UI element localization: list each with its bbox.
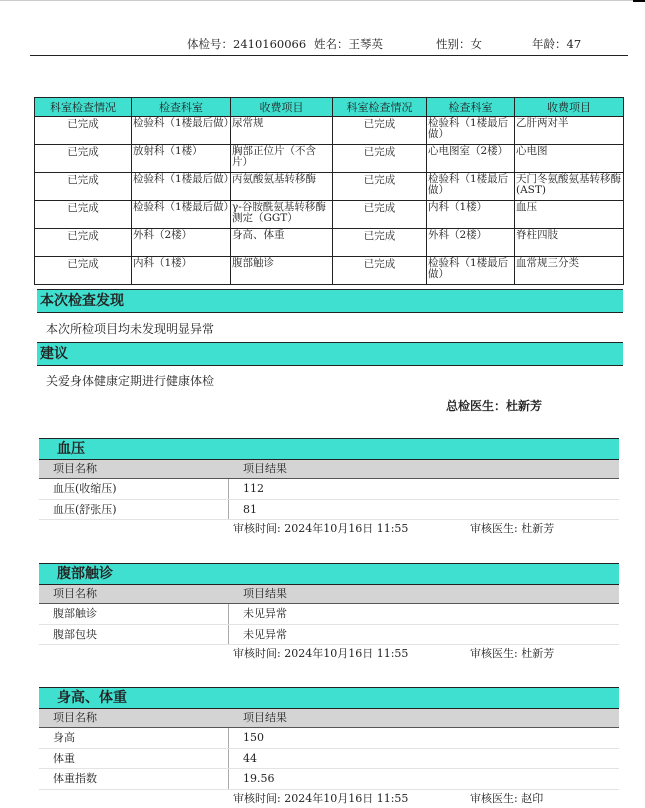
item-name: 血压(收缩压): [53, 482, 117, 495]
chief-doctor-label: 总检医生：: [446, 399, 507, 413]
table-row: [35, 201, 624, 229]
top-corner-mark: [633, 0, 645, 2]
dept-name-cell: 检验科（1楼最后做）: [427, 117, 515, 145]
dept-col-department: 检查科室: [427, 98, 515, 117]
dept-status-cell: 已完成: [35, 201, 132, 229]
item-result: 150: [243, 731, 264, 744]
item-name: 身高: [53, 731, 75, 744]
table-row: [39, 769, 619, 790]
item-result: 未见异常: [243, 607, 287, 620]
section-column-header: [39, 708, 619, 728]
section-title: 身高、体重: [39, 687, 619, 708]
dept-col-item: 收费项目: [515, 98, 624, 117]
dept-name-cell: 内科（1楼）: [132, 257, 231, 285]
audit-time-label: 审核时间:: [233, 647, 281, 660]
dept-item-cell: 胸部正位片（不含片）: [231, 145, 333, 173]
patient-age-label: 年龄：: [532, 37, 567, 51]
table-row: [35, 117, 624, 145]
audit-info: [39, 520, 619, 538]
dept-name-cell: 心电图室（2楼）: [427, 145, 515, 173]
table-row: [39, 728, 619, 749]
patient-gender: [436, 36, 482, 52]
audit-doctor-label: 审核医生:: [470, 791, 518, 805]
col-item-result: 项目结果: [243, 462, 287, 475]
dept-status-cell: 已完成: [35, 173, 132, 201]
dept-item-cell: 血压: [515, 201, 624, 229]
exam-number: [187, 36, 306, 52]
audit-doctor-value: 杜新芳: [521, 522, 555, 535]
col-item-name: 项目名称: [53, 462, 97, 475]
dept-item-cell: 丙氨酸氨基转移酶: [231, 173, 333, 201]
department-status-table: [34, 97, 624, 285]
table-row: [39, 604, 619, 625]
top-border: [0, 0, 645, 1]
dept-item-cell: 脊柱四肢: [515, 229, 624, 257]
item-name: 体重: [53, 751, 75, 765]
dept-name-cell: 检验科（1楼最后做）: [132, 201, 231, 229]
section-rows: [39, 604, 619, 645]
patient-gender-value: 女: [470, 37, 482, 51]
findings-text: 本次所检项目均未发现明显异常: [46, 322, 215, 336]
section-column-header: [39, 584, 619, 604]
dept-status-cell: 已完成: [35, 117, 132, 145]
item-name: 腹部包块: [53, 627, 97, 641]
dept-item-cell: 腹部触诊: [231, 257, 333, 285]
audit-doctor: [470, 645, 554, 663]
header-divider: [30, 55, 628, 56]
audit-time-value: 2024年10月16日 11:55: [284, 522, 409, 535]
patient-header: [0, 36, 645, 54]
chief-doctor: [446, 397, 542, 414]
dept-status-cell: 已完成: [333, 229, 427, 257]
patient-gender-label: 性别：: [436, 37, 471, 51]
audit-time-label: 审核时间:: [233, 791, 281, 805]
audit-doctor: [470, 790, 543, 808]
audit-doctor-value: 杜新芳: [521, 647, 555, 660]
dept-name-cell: 检验科（1楼最后做）: [427, 173, 515, 201]
patient-name-label: 姓名：: [314, 37, 349, 51]
table-row: [35, 229, 624, 257]
item-name: 体重指数: [53, 772, 97, 785]
audit-time-label: 审核时间:: [233, 522, 281, 535]
item-result: 81: [243, 502, 257, 516]
dept-item-cell: 心电图: [515, 145, 624, 173]
dept-status-cell: 已完成: [333, 173, 427, 201]
dept-status-cell: 已完成: [333, 145, 427, 173]
dept-item-cell: 乙肝两对半: [515, 117, 624, 145]
col-item-name: 项目名称: [53, 711, 97, 724]
dept-name-cell: 检验科（1楼最后做）: [132, 117, 231, 145]
dept-name-cell: 内科（1楼）: [427, 201, 515, 229]
item-name: 血压(舒张压): [53, 502, 117, 516]
table-row: [39, 625, 619, 646]
audit-doctor-label: 审核医生:: [470, 522, 518, 535]
audit-info: [39, 645, 619, 663]
dept-col-department: 检查科室: [132, 98, 231, 117]
table-row: [35, 145, 624, 173]
section-height-weight: [39, 687, 619, 808]
dept-name-cell: 外科（2楼）: [132, 229, 231, 257]
audit-doctor-label: 审核医生:: [470, 647, 518, 660]
col-item-result: 项目结果: [243, 587, 287, 600]
audit-time: [233, 520, 408, 538]
table-row: [39, 749, 619, 770]
table-row: [35, 257, 624, 285]
dept-status-cell: 已完成: [333, 201, 427, 229]
dept-name-cell: 检验科（1楼最后做）: [132, 173, 231, 201]
patient-name: [314, 36, 383, 52]
advice-text: 关爱身体健康定期进行健康体检: [46, 374, 215, 388]
section-rows: [39, 728, 619, 790]
section-column-header: [39, 459, 619, 479]
item-result: 未见异常: [243, 627, 287, 641]
dept-status-cell: 已完成: [35, 229, 132, 257]
dept-col-item: 收费项目: [231, 98, 333, 117]
audit-doctor: [470, 520, 554, 538]
table-row: [39, 500, 619, 521]
dept-name-cell: 检验科（1楼最后做）: [427, 257, 515, 285]
dept-item-cell: 身高、体重: [231, 229, 333, 257]
section-blood-pressure: [39, 438, 619, 538]
dept-status-cell: 已完成: [333, 257, 427, 285]
section-title: 腹部触诊: [39, 563, 619, 584]
dept-col-status: 科室检查情况: [35, 98, 132, 117]
audit-doctor-value: 赵印: [521, 791, 544, 805]
item-name: 腹部触诊: [53, 607, 97, 620]
col-item-name: 项目名称: [53, 587, 97, 600]
item-result: 44: [243, 751, 257, 765]
dept-item-cell: γ-谷胺酰氨基转移酶测定（GGT）: [231, 201, 333, 229]
section-title: 血压: [39, 438, 619, 459]
patient-name-value: 王琴英: [348, 37, 383, 51]
table-row: [39, 479, 619, 500]
dept-item-cell: 血常规三分类: [515, 257, 624, 285]
table-row: [35, 173, 624, 201]
dept-item-cell: 天门冬氨酸氨基转移酶(AST): [515, 173, 624, 201]
audit-time-value: 2024年10月16日 11:55: [284, 647, 409, 660]
audit-time: [233, 645, 408, 663]
dept-name-cell: 放射科（1楼）: [132, 145, 231, 173]
dept-status-cell: 已完成: [333, 117, 427, 145]
dept-name-cell: 外科（2楼）: [427, 229, 515, 257]
dept-status-cell: 已完成: [35, 257, 132, 285]
exam-number-value: 2410160066: [233, 37, 307, 51]
audit-time: [233, 790, 408, 808]
item-result: 19.56: [243, 772, 275, 785]
advice-title: 建议: [37, 342, 623, 366]
dept-item-cell: 尿常规: [231, 117, 333, 145]
col-item-result: 项目结果: [243, 711, 287, 724]
section-rows: [39, 479, 619, 520]
findings-title: 本次检查发现: [37, 289, 623, 313]
item-result: 112: [243, 482, 264, 495]
dept-status-cell: 已完成: [35, 145, 132, 173]
exam-number-label: 体检号：: [187, 37, 233, 51]
chief-doctor-name: 杜新芳: [506, 399, 543, 413]
audit-time-value: 2024年10月16日 11:55: [284, 791, 409, 805]
audit-info: [39, 790, 619, 808]
section-abdominal-palpation: [39, 563, 619, 663]
dept-col-status: 科室检查情况: [333, 98, 427, 117]
dept-table-header-row: [35, 98, 624, 117]
patient-age-value: 47: [566, 37, 582, 51]
patient-age: [532, 36, 581, 52]
